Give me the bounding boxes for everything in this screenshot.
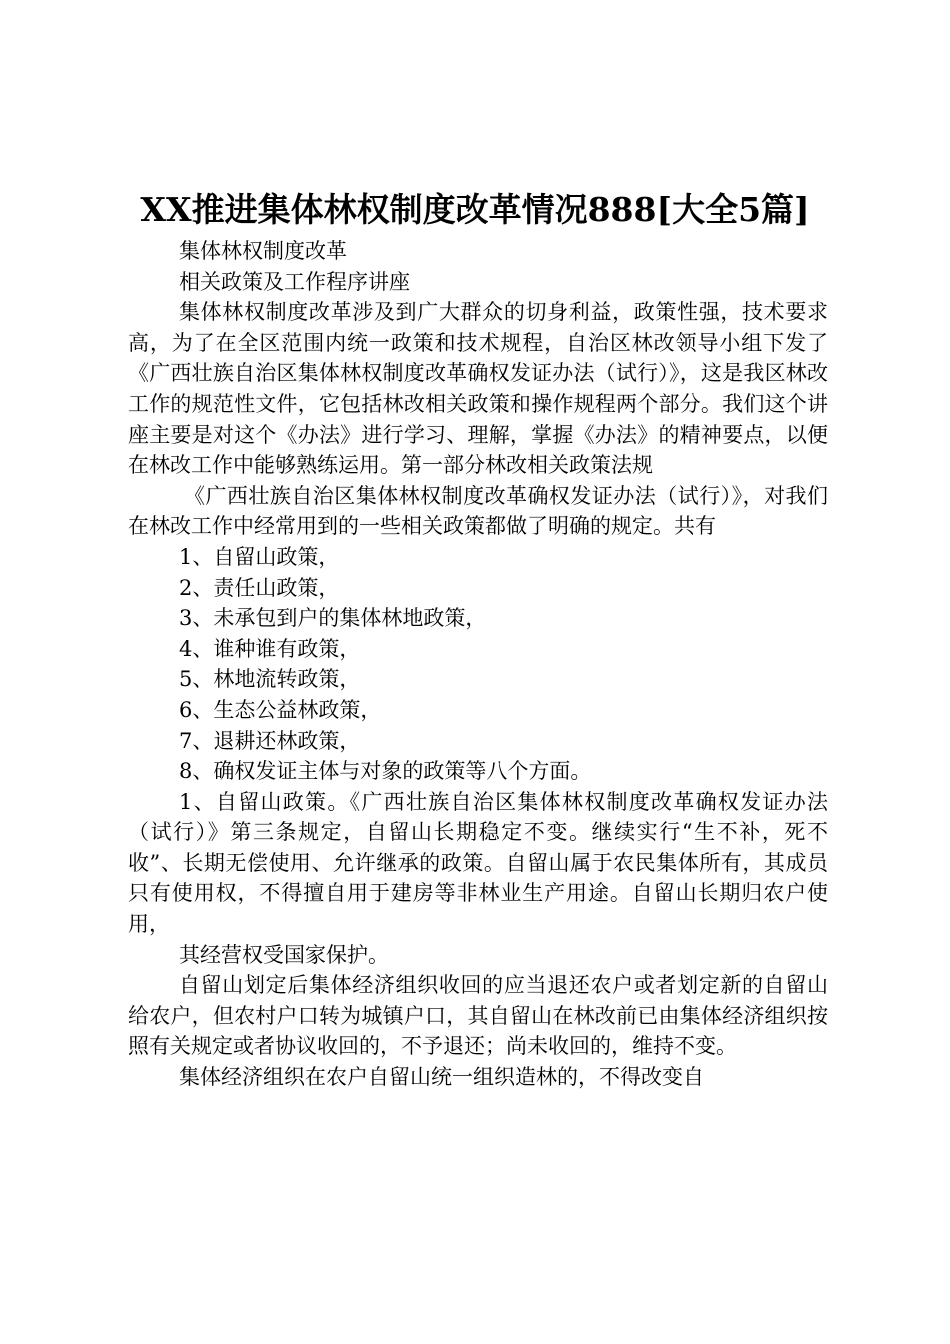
paragraph-measures: 《广西壮族自治区集体林权制度改革确权发证办法（试行）》，对我们在林改工作中经常用到的一些相关政策都做了明确的规定。共有 [128, 483, 828, 539]
list-item-policy-5: 5、林地流转政策， [179, 667, 361, 692]
paragraph-protection: 其经营权受国家保护。 [179, 942, 389, 967]
list-item-policy-7: 7、退耕还林政策， [179, 728, 361, 753]
paragraph-subtitle-1: 集体林权制度改革 [179, 239, 347, 263]
paragraph-subtitle-2: 相关政策及工作程序讲座 [179, 269, 410, 294]
list-item-policy-4: 4、谁种谁有政策， [179, 636, 361, 661]
document-body [128, 236, 828, 1093]
list-item-policy-8: 8、确权发证主体与对象的政策等八个方面。 [179, 759, 592, 784]
paragraph-afforestation: 集体经济组织在农户自留山统一组织造林的，不得改变自 [179, 1065, 704, 1090]
paragraph-return: 自留山划定后集体经济组织收回的应当退还农户或者划定新的自留山给农户，但农村户口转为城镇户口，其自留山在林改前已由集体经济组织按照有关规定或者协议收回的，不予退还；尚未收回的，维持不变。 [128, 973, 828, 1059]
paragraph-self-retained-mountain: 1、自留山政策。《广西壮族自治区集体林权制度改革确权发证办法（试行）》第三条规定，自留山长期稳定不变。继续实行“生不补，死不收”、长期无偿使用、允许继承的政策。自留山属于农民集体所有，其成员只有使用权，不得擅自用于建房等非林业生产用途。自留山长期归农户使用， [128, 789, 828, 937]
list-item-policy-2: 2、责任山政策， [179, 575, 340, 600]
list-item-policy-1: 1、自留山政策， [179, 544, 340, 569]
document-title: XX推进集体林权制度改革情况888[大全5篇] [140, 190, 810, 229]
paragraph-intro: 集体林权制度改革涉及到广大群众的切身利益，政策性强，技术要求高，为了在全区范围内统一政策和技术规程，自治区林改领导小组下发了《广西壮族自治区集体林权制度改革确权发证办法（试行）》，这是我区林改工作的规范性文件，它包括林改相关政策和操作规程两个部分。我们这个讲座主要是对这个《办法》进行学习、理解，掌握《办法》的精神要点，以便在林改工作中能够熟练运用。第一部分林改相关政策法规 [128, 300, 828, 478]
list-item-policy-6: 6、生态公益林政策， [179, 697, 382, 722]
list-item-policy-3: 3、未承包到户的集体林地政策， [179, 606, 487, 631]
